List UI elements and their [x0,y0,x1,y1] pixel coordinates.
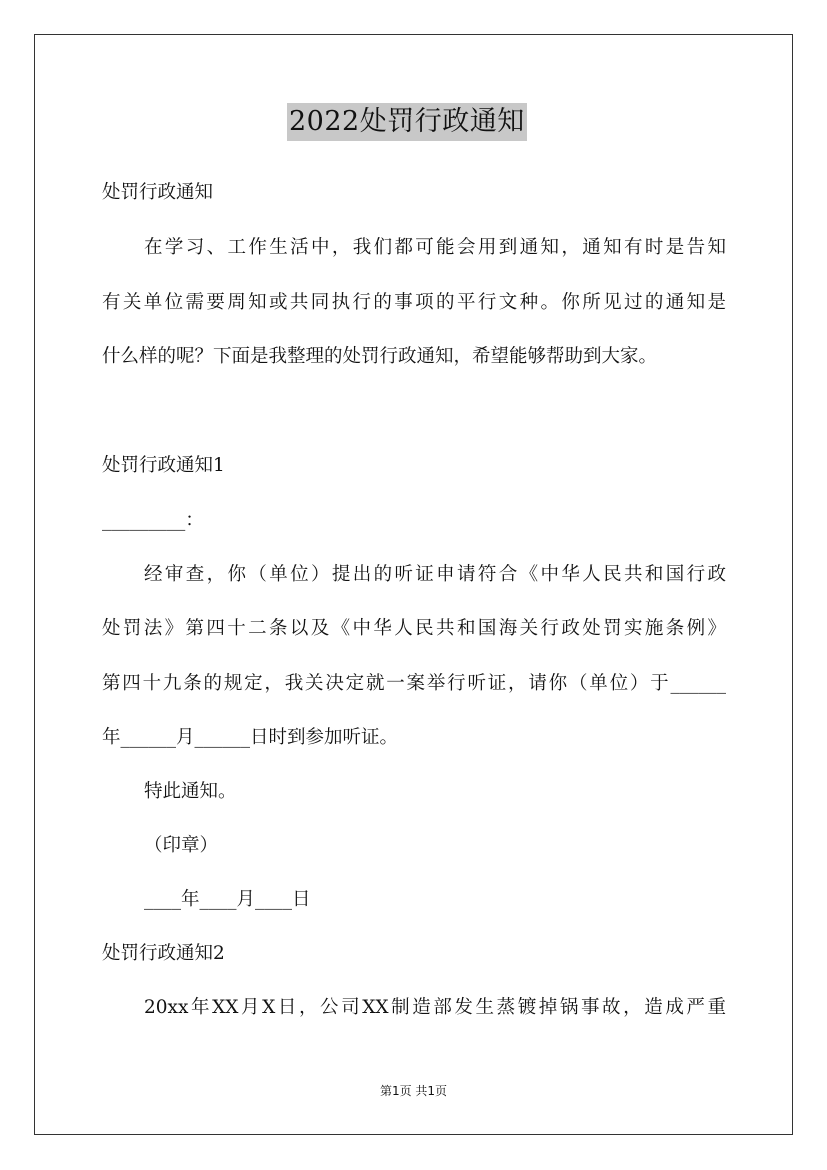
document-title: 2022处罚行政通知 [287,103,527,141]
notice2-body-line-1: 20xx年XX月X日，公司XX制造部发生蒸镀掉锅事故，造成严重 [144,997,726,1018]
notice1-body-line-4: 年______月______日时到参加听证。 [102,727,399,748]
intro-line-1: 在学习、工作生活中，我们都可能会用到通知，通知有时是告知 [144,237,726,258]
notice1-date: ____年____月____日 [144,889,311,910]
notice1-body-line-3: 第四十九条的规定，我关决定就一案举行听证，请你（单位）于______ [102,673,726,694]
notice1-heading: 处罚行政通知1 [102,455,225,476]
notice1-addressee: _________： [102,510,204,531]
notice1-body-line-2: 处罚法》第四十二条以及《中华人民共和国海关行政处罚实施条例》 [102,618,726,639]
notice1-body-line-1: 经审查，你（单位）提出的听证申请符合《中华人民共和国行政 [144,564,726,585]
page-footer: 第1页 共1页 [379,1084,448,1098]
intro-line-3: 什么样的呢？下面是我整理的处罚行政通知，希望能够帮助到大家。 [102,346,658,367]
notice1-closing: 特此通知。 [144,781,237,802]
notice1-seal: （印章） [144,835,219,856]
intro-heading: 处罚行政通知 [102,182,214,203]
intro-line-2: 有关单位需要周知或共同执行的事项的平行文种。你所见过的通知是 [102,292,726,313]
notice2-heading: 处罚行政通知2 [102,943,225,964]
